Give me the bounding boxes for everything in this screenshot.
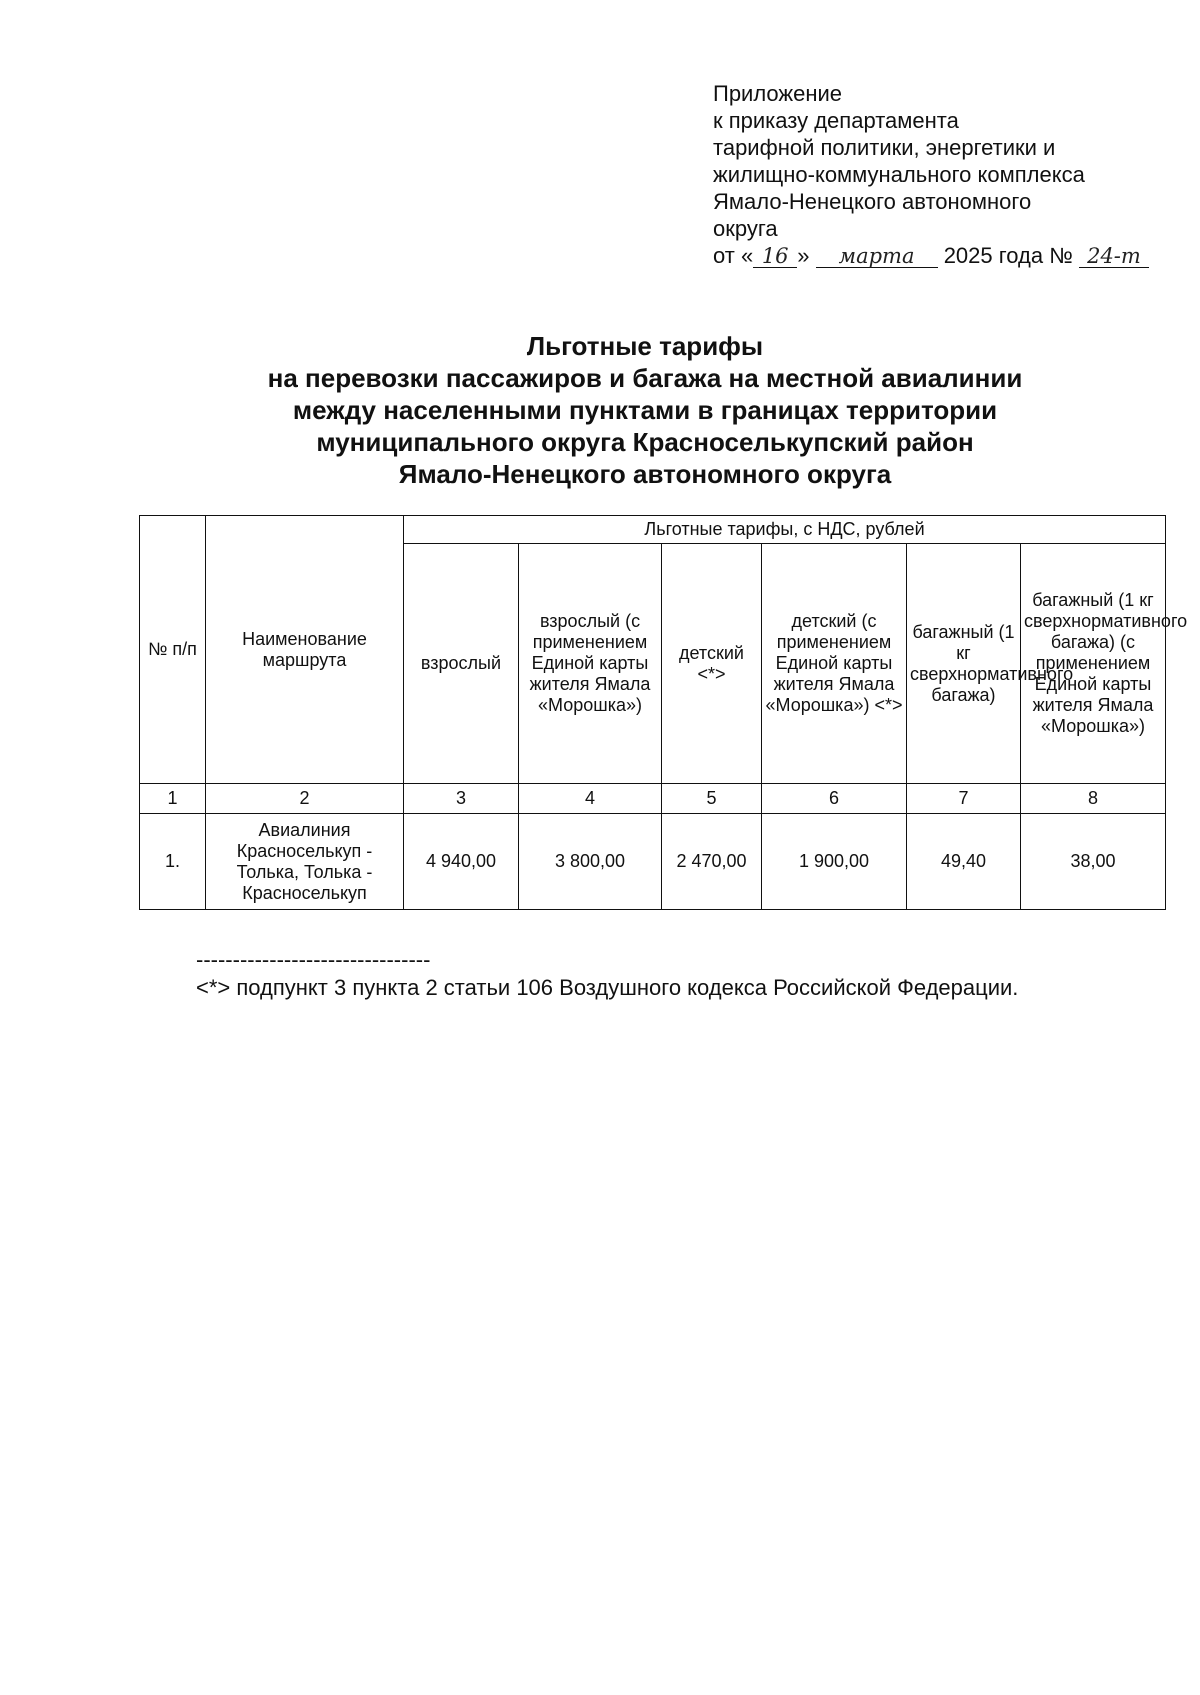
value-baggage-card: 38,00 [1021,814,1166,910]
column-number: 8 [1021,784,1166,814]
value-child-card: 1 900,00 [762,814,907,910]
title-line-5: Ямало-Ненецкого автономного округа [398,459,892,489]
date-month-handwritten: марта [816,245,938,268]
column-number: 7 [907,784,1021,814]
column-number: 3 [404,784,519,814]
header-group-tariffs: Льготные тарифы, с НДС, рублей [404,516,1166,544]
header-baggage-card: багажный (1 кг сверхнормативного багажа) (с применением Единой карты жителя Ямала «Морошка») [1021,544,1166,784]
value-adult-card: 3 800,00 [519,814,662,910]
value-adult: 4 940,00 [404,814,519,910]
title-line-3: между населенными пунктами в границах территории [292,395,998,425]
title-line-2: на перевозки пассажиров и багажа на местной авиалинии [267,363,1023,393]
document-title [150,330,1140,490]
appendix-block [713,80,1163,269]
column-number: 1 [140,784,206,814]
appendix-line-5: Ямало-Ненецкого автономного [713,189,1032,214]
value-baggage: 49,40 [907,814,1021,910]
column-numbers-row [140,784,1166,814]
header-baggage: багажный (1 кг сверхнормативного багажа) [907,544,1021,784]
route-name: Авиалиния Красноселькуп - Толька, Толька - Красноселькуп [206,814,404,910]
header-adult-card: взрослый (с применением Единой карты жителя Ямала «Морошка») [519,544,662,784]
footnote-block [196,946,1018,1002]
appendix-line-1: Приложение [713,81,843,106]
column-number: 4 [519,784,662,814]
tariffs-table [139,515,1188,910]
header-num: № п/п [140,516,206,784]
header-adult: взрослый [404,544,519,784]
appendix-line-2: к приказу департамента [713,108,959,133]
header-child: детский <*> [662,544,762,784]
header-child-card: детский (с применением Единой карты жителя Ямала «Морошка») <*> [762,544,907,784]
footnote-text: <*> подпункт 3 пункта 2 статьи 106 Воздушного кодекса Российской Федерации. [196,975,1019,1000]
appendix-date-line [713,242,1163,269]
title-line-1: Льготные тарифы [526,331,764,361]
footnote-rule: -------------------------------- [196,947,431,972]
order-number-handwritten: 24-т [1079,245,1149,268]
value-child: 2 470,00 [662,814,762,910]
table-row [140,814,1166,910]
appendix-line-6: округа [713,216,778,241]
title-line-4: муниципального округа Красноселькупский район [316,427,974,457]
date-prefix: от « [713,243,754,268]
column-number: 5 [662,784,762,814]
appendix-line-4: жилищно-коммунального комплекса [713,162,1085,187]
date-mid: » [797,243,810,268]
date-year-text: 2025 года № [943,243,1073,268]
column-number: 2 [206,784,404,814]
appendix-line-3: тарифной политики, энергетики и [713,135,1056,160]
column-number: 6 [762,784,907,814]
date-day-handwritten: 16 [753,245,797,268]
row-number: 1. [140,814,206,910]
header-route: Наименование маршрута [206,516,404,784]
